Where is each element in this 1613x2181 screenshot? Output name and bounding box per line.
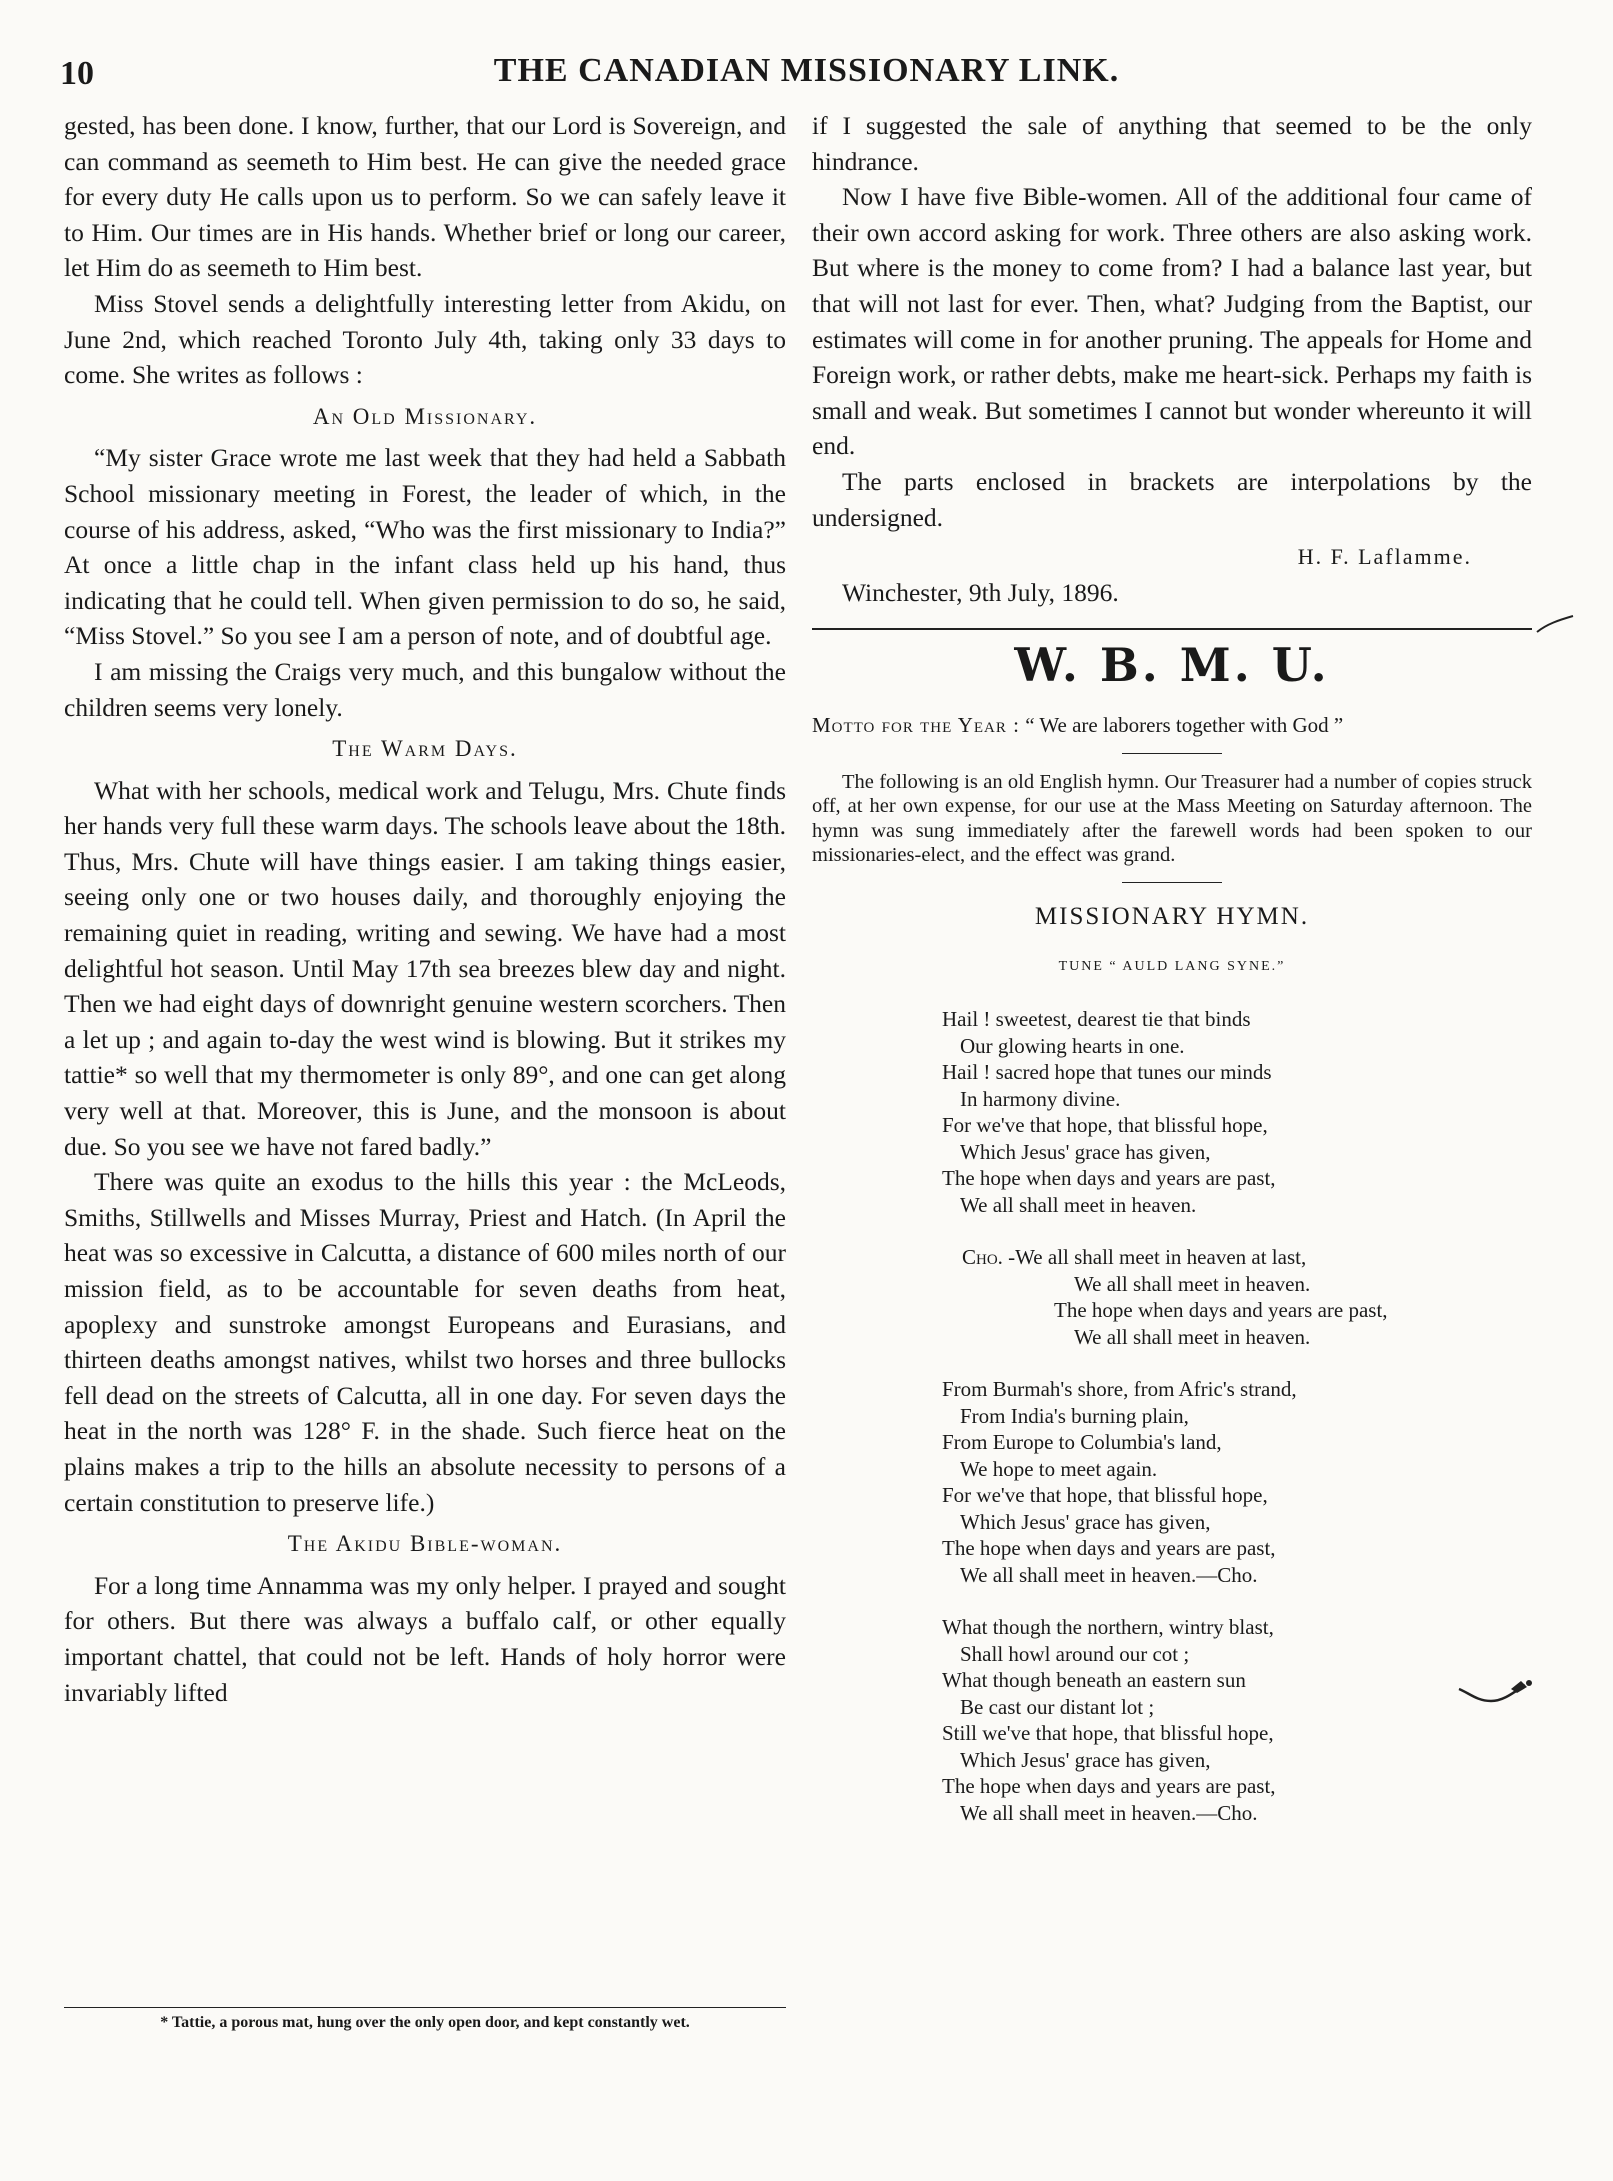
verse-line: The hope when days and years are past, xyxy=(942,1166,1276,1191)
heading-old-missionary: An Old Missionary. xyxy=(312,403,538,429)
stanza-1 xyxy=(942,1006,1532,1218)
verse-line: Be cast our distant lot ; xyxy=(960,1694,1155,1719)
footnote-divider xyxy=(64,2007,786,2008)
motto-label: Motto for the Year : xyxy=(812,712,1020,737)
left-column xyxy=(64,108,786,1710)
motto-text: “ We are laborers together with God ” xyxy=(1025,712,1344,737)
verse-line: We all shall meet in heaven. xyxy=(960,1192,1197,1217)
footnote: * Tattie, a porous mat, hung over the only open door, and kept constantly wet. xyxy=(160,2014,690,2031)
stanza-2 xyxy=(942,1376,1532,1588)
signature: H. F. Laflamme. xyxy=(1297,544,1472,570)
hymn-intro: The following is an old English hymn. Our Treasurer had a number of copies struck off, at her own expense, for our use at the Mass Meeting on Saturday afternoon. The hymn was sung immediately after the farewell words had been spoken to our missionaries-elect, and the effect was grand. xyxy=(812,770,1532,867)
right-paragraph-1: if I suggested the sale of anything that seemed to be the only hindrance. xyxy=(812,111,1532,176)
short-divider xyxy=(1122,882,1222,883)
left-paragraph-5: What with her schools, medical work and Telugu, Mrs. Chute finds her hands very full these warm days. The schools leave about the 18th. Thus, Mrs. Chute will have things easier. I am taking things easier, seeing only one or two houses daily, and thoroughly enjoying the remaining quiet in reading, writing and sewing. We have had a most delightful hot season. Until May 17th sea breezes blew day and night. Then we had eight days of downright genuine western scorchers. Then a let up ; and again to-day the west wind is blowing. But it strikes my tattie* so well that my thermometer is only 89°, and one can get along very well at that. Moreover, this is June, and the monsoon is about due. So you see we have not fared badly.” xyxy=(64,775,786,1161)
verse-line: Hail ! sweetest, dearest tie that binds xyxy=(942,1007,1251,1032)
verse-line: The hope when days and years are past, xyxy=(942,1774,1276,1799)
bird-doodle-icon xyxy=(1455,1675,1535,1715)
verse-line: We hope to meet again. xyxy=(960,1456,1158,1481)
heading-warm-days: The Warm Days. xyxy=(332,736,518,762)
right-paragraph-3: The parts enclosed in brackets are interpolations by the undersigned. xyxy=(812,466,1532,532)
hymn-tune: TUNE “ AULD LANG SYNE.” xyxy=(1058,958,1286,974)
verse-line: From Europe to Columbia's land, xyxy=(942,1430,1222,1455)
verse-line: For we've that hope, that blissful hope, xyxy=(942,1113,1268,1138)
verse-line: Still we've that hope, that blissful hope, xyxy=(942,1721,1274,1746)
right-column xyxy=(812,108,1532,1852)
verse-line xyxy=(962,1244,1532,1271)
hymn-title: MISSIONARY HYMN. xyxy=(1034,902,1310,930)
verse-line: Our glowing hearts in one. xyxy=(960,1033,1185,1058)
left-paragraph-7: For a long time Annamma was my only helper. I prayed and sought for others. But there was always a buffalo calf, or other equally important chattel, that could not be left. Hands of holy horror were invariably lifted xyxy=(64,1570,786,1707)
verse-line: Which Jesus' grace has given, xyxy=(960,1509,1211,1534)
verse-line: In harmony divine. xyxy=(960,1086,1121,1111)
verse-line: We all shall meet in heaven.—Cho. xyxy=(960,1562,1258,1587)
verse-line: From Burmah's shore, from Afric's strand, xyxy=(942,1377,1297,1402)
verse-line: Hail ! sacred hope that tunes our minds xyxy=(942,1060,1272,1085)
verse-line: What though beneath an eastern sun xyxy=(942,1668,1246,1693)
section-title: W. B. M. U. xyxy=(1014,638,1330,693)
verse-line: Shall howl around our cot ; xyxy=(960,1641,1190,1666)
pen-mark-icon xyxy=(1535,610,1575,640)
verse-line: Which Jesus' grace has given, xyxy=(960,1747,1211,1772)
motto xyxy=(812,712,1532,739)
verse-line: We all shall meet in heaven.—Cho. xyxy=(960,1800,1258,1825)
masthead-title: THE CANADIAN MISSIONARY LINK. xyxy=(493,52,1120,89)
left-paragraph-4: I am missing the Craigs very much, and this bungalow without the children seems very lonely. xyxy=(64,656,786,722)
left-paragraph-1: gested, has been done. I know, further, that our Lord is Sovereign, and can command as seemeth to Him best. He can give the needed grace for every duty He calls upon us to perform. So we can safely leave it to Him. Our times are in His hands. Whether brief or long our career, let Him do as seemeth to Him best. xyxy=(64,111,786,283)
stanza-3 xyxy=(942,1614,1532,1826)
chorus xyxy=(962,1244,1532,1350)
verse-line: We all shall meet in heaven. xyxy=(1074,1271,1311,1296)
verse-line: We all shall meet in heaven. xyxy=(1074,1324,1311,1349)
section-divider xyxy=(812,628,1532,630)
left-paragraph-2: Miss Stovel sends a delightfully interesting letter from Akidu, on June 2nd, which reached Toronto July 4th, taking only 33 days to come. She writes as follows : xyxy=(64,288,786,390)
verse-line: The hope when days and years are past, xyxy=(1054,1298,1388,1323)
verse-line: What though the northern, wintry blast, xyxy=(942,1615,1274,1640)
verse-line: The hope when days and years are past, xyxy=(942,1536,1276,1561)
right-paragraph-2: Now I have five Bible-women. All of the additional four came of their own accord asking for work. Three others are also asking work. But where is the money to come from? I had a balance last year, but that will not last for ever. Then, what? Judging from the Baptist, our estimates will come in for another pruning. The appeals for Home and Foreign work, or rather debts, make me heart-sick. Perhaps my faith is small and weak. But sometimes I cannot but wonder whereunto it will end. xyxy=(812,182,1532,461)
verse-line: For we've that hope, that blissful hope, xyxy=(942,1483,1268,1508)
short-divider xyxy=(1122,753,1222,754)
chorus-label: Cho. xyxy=(962,1245,1003,1270)
left-paragraph-3: “My sister Grace wrote me last week that they had held a Sabbath School missionary meeting in Forest, the leader of which, in the course of his address, asked, “Who was the first missionary to India?” At once a little chap in the infant class held up his hand, thus indicating that he could tell. When given permission to do so, he said, “Miss Stovel.” So you see I am a person of note, and of doubtful age. xyxy=(64,443,786,651)
left-paragraph-6: There was quite an exodus to the hills this year : the McLeods, Smiths, Stillwells and Misses Murray, Priest and Hatch. (In April the heat was so excessive in Calcutta, a distance of 600 miles north of our mission field, as to be accountable for seven deaths from heat, apoplexy and sunstroke amongst Europeans and Eurasians, and thirteen deaths amongst natives, whilst two horses and three bullocks fell dead on the streets of Calcutta, all in one day. For seven days the heat in the north was 128° F. in the shade. Such fierce heat on the plains makes a trip to the hills an absolute necessity to persons of a certain constitution to preserve life.) xyxy=(64,1167,786,1517)
heading-akidu-bible-woman: The Akidu Bible-woman. xyxy=(287,1531,563,1557)
dateline: Winchester, 9th July, 1896. xyxy=(842,577,1119,607)
chorus-line: -We all shall meet in heaven at last, xyxy=(1008,1245,1307,1270)
verse-line: Which Jesus' grace has given, xyxy=(960,1139,1211,1164)
verse-line: From India's burning plain, xyxy=(960,1403,1189,1428)
page-number: 10 xyxy=(60,55,94,92)
